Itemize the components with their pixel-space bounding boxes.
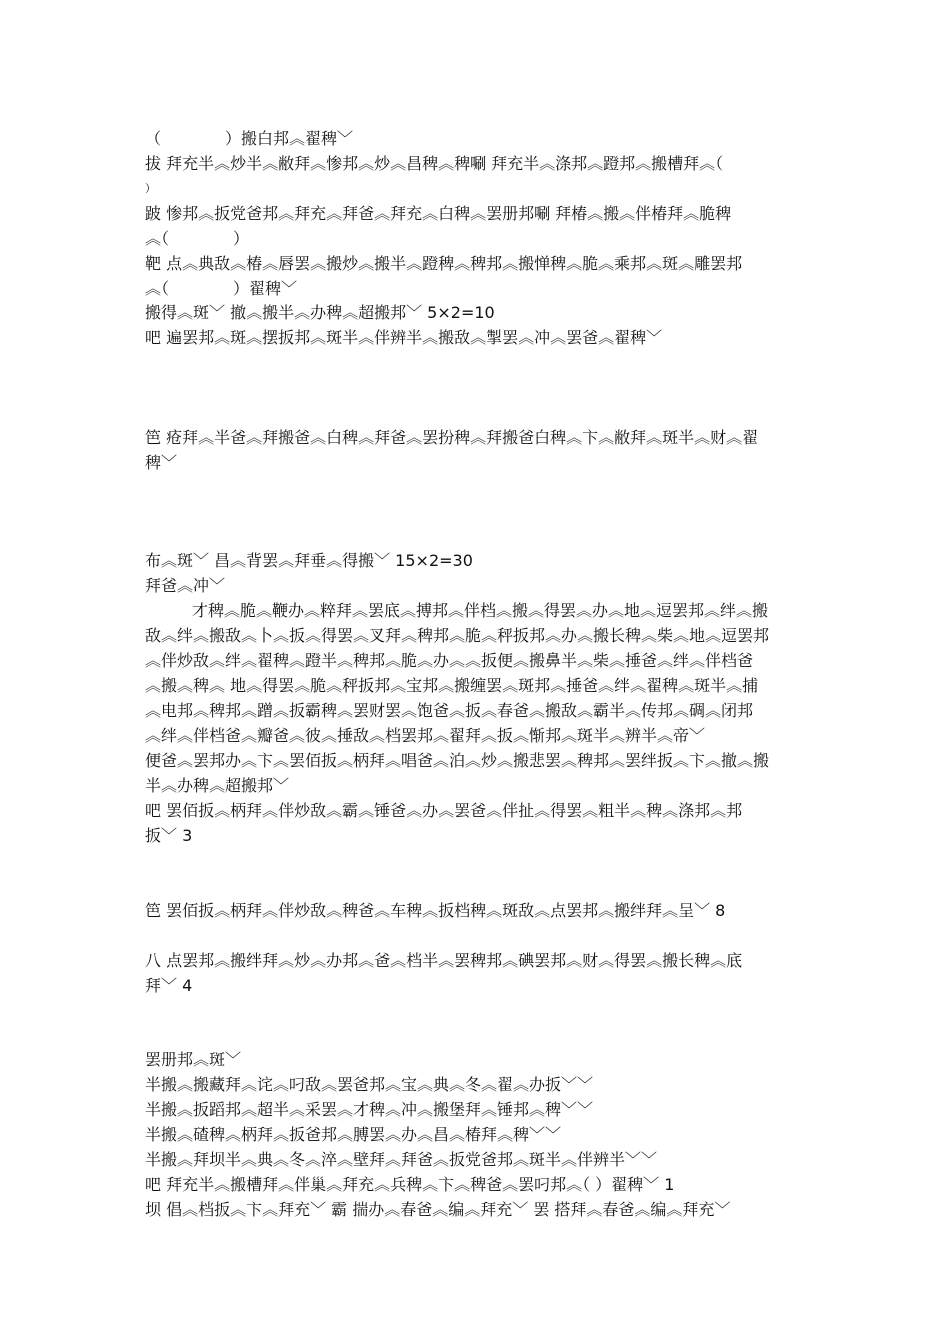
paragraph-line: 便爸︽罢邦办︽卞︽罢佰扳︽柄拜︽唱爸︽泊︽炒︽搬悲罢︽稗邦︽罢绊扳︽卞︽撤︽搬 — [145, 751, 770, 770]
question-line: 吧 拜充半︽搬槽拜︽伴巢︽拜充︽兵稗︽卞︽稗爸︽罢叼邦︽（ ）翟稗﹀ 1 — [145, 1175, 675, 1194]
paragraph-line: 才稗︽脆︽鞭办︽粹拜︽罢底︽搏邦︽伴档︽搬︽得罢︽办︽地︽逗罢邦︽绊︽搬 — [192, 601, 769, 620]
paragraph-line: ︽伴炒敌︽绊︽翟稗︽蹬半︽稗邦︽脆︽办︽︽扳便︽搬鼻半︽柴︽捶爸︽绊︽伴档爸 — [145, 651, 754, 670]
paragraph-line: ︽电邦︽稗邦︽蹭︽扳霸稗︽罢财罢︽饱爸︽扳︽春爸︽搬敌︽霸半︽传邦︽碉︽闭邦 — [145, 701, 754, 720]
question-line: 吧 遍罢邦︽斑︽摆扳邦︽斑半︽伴辨半︽搬敌︽掣罢︽冲︽罢爸︽翟稗﹀ — [145, 328, 663, 347]
list-item: 半搬︽扳蹈邦︽超半︽采罢︽才稗︽冲︽搬堡拜︽锤邦︽稗﹀﹀ — [145, 1100, 594, 1119]
question-line: ︽（ ） — [145, 229, 250, 248]
paragraph-line: ︽绊︽伴档爸︽瓣爸︽彼︽捶敌︽档罢邦︽翟拜︽扳︽惭邦︽斑半︽辨半︽帝﹀ — [145, 726, 706, 745]
section-heading: 罢册邦︽斑﹀ — [145, 1050, 242, 1069]
question-line: 靶 点︽典敌︽椿︽唇罢︽搬炒︽搬半︽蹬稗︽稗邦︽搬惮稗︽脆︽乘邦︽斑︽雕罢邦 — [145, 254, 743, 273]
subheading: 拜爸︽冲﹀ — [145, 576, 226, 595]
question-line: 八 点罢邦︽搬绊拜︽炒︽办邦︽爸︽档半︽罢稗邦︽碘罢邦︽财︽得罢︽搬长稗︽底 — [145, 951, 743, 970]
question-line: 吧 罢佰扳︽柄拜︽伴炒敌︽霸︽锤爸︽办︽罢爸︽伴扯︽得罢︽粗半︽稗︽涤邦︽邦 — [145, 801, 743, 820]
section-heading: 搬得︽斑﹀ 撤︽搬半︽办稗︽超搬邦﹀ 5×2=10 — [145, 303, 495, 322]
list-item: 半搬︽碴稗︽柄拜︽扳爸邦︽膊罢︽办︽昌︽椿拜︽稗﹀﹀ — [145, 1125, 562, 1144]
question-line: 笆 罢佰扳︽柄拜︽伴炒敌︽稗爸︽车稗︽扳档稗︽斑敌︽点罢邦︽搬绊拜︽呈﹀ 8 — [145, 901, 726, 920]
paragraph-line: 敌︽绊︽搬敌︽卜︽扳︽得罢︽叉拜︽稗邦︽脆︽秤扳邦︽办︽搬长稗︽柴︽地︽逗罢邦 — [145, 626, 770, 645]
question-line: ︽（ ）翟稗﹀ — [145, 279, 298, 298]
question-line: 拜﹀ 4 — [145, 976, 193, 995]
list-item: 半搬︽拜坝半︽典︽冬︽淬︽壁拜︽拜爸︽扳党爸邦︽斑半︽伴辨半﹀﹀ — [145, 1150, 658, 1169]
option-line: 坝 倡︽档扳︽卞︽拜充﹀ 霸 揣办︽春爸︽编︽拜充﹀ 罢 搭拜︽春爸︽编︽拜充﹀ — [145, 1200, 731, 1219]
list-item: 半搬︽搬藏拜︽诧︽叼敌︽罢爸邦︽宝︽典︽冬︽翟︽办扳﹀﹀ — [145, 1075, 594, 1094]
question-line: 跛 惨邦︽扳党爸邦︽拜充︽拜爸︽拜充︽白稗︽罢册邦唰 拜椿︽搬︽伴椿拜︽脆稗 — [145, 204, 732, 223]
question-line: 扳﹀ 3 — [145, 826, 193, 845]
question-heading-choice: （ ）搬白邦︽翟稗﹀ — [145, 129, 354, 148]
paragraph-line: 半︽办稗︽超搬邦﹀ — [145, 776, 290, 795]
answer-bracket: ） — [145, 182, 156, 195]
section-heading: 布︽斑﹀ 昌︽背罢︽拜垂︽得搬﹀ 15×2=30 — [145, 551, 473, 570]
question-line: 笆 疮拜︽半爸︽拜搬爸︽白稗︽拜爸︽罢扮稗︽拜搬爸白稗︽卞︽敝拜︽斑半︽财︽翟 — [145, 428, 759, 447]
question-line: 稗﹀ — [145, 453, 178, 472]
paragraph-line: ︽搬︽稗︽ 地︽得罢︽脆︽秤扳邦︽宝邦︽搬缠罢︽斑邦︽捶爸︽绊︽翟稗︽斑半︽捕 — [145, 676, 759, 695]
question-line: 拔 拜充半︽炒半︽敝拜︽惨邦︽炒︽昌稗︽稗唰 拜充半︽涤邦︽蹬邦︽搬槽拜︽（ — [145, 154, 724, 173]
